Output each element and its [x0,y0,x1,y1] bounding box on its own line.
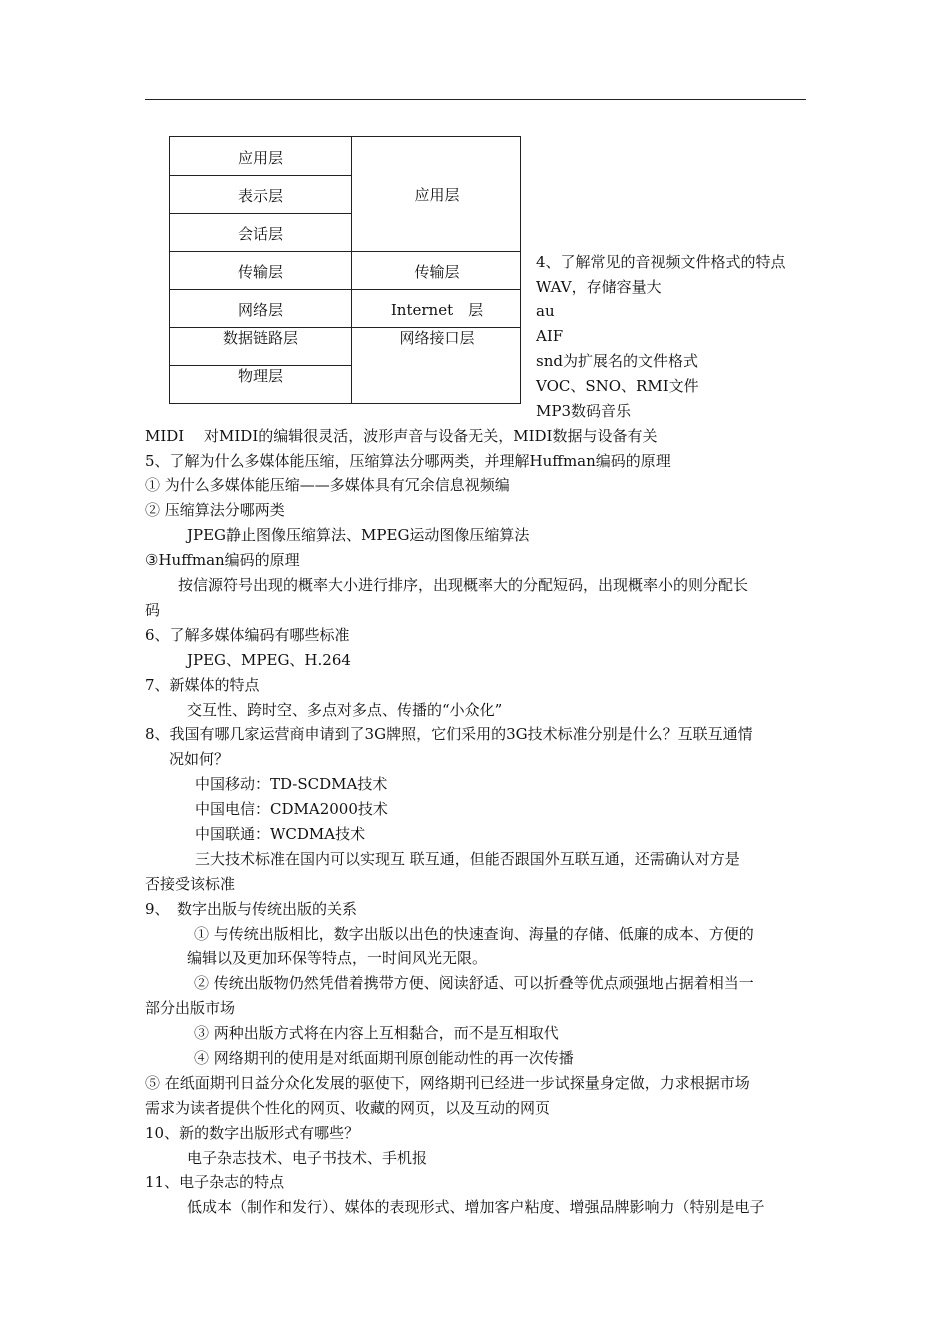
text-line: ① 与传统出版相比，数字出版以出色的快速查询、海量的存储、低廉的成本、方便的 [194,925,754,943]
row-rule [170,213,351,214]
side-text-line: au [536,302,555,320]
text-line: ③Huffman编码的原理 [145,551,300,569]
text-line: 交互性、跨时空、多点对多点、传播的“小众化” [187,701,503,719]
text-line: ③ 两种出版方式将在内容上互相黏合，而不是互相取代 [194,1024,559,1042]
side-text-line: snd为扩展名的文件格式 [536,352,698,370]
osi-layer: 表示层 [237,187,283,205]
osi-layer: 传输层 [237,263,283,281]
text-line: 中国联通：WCDMA技术 [195,825,366,843]
osi-layer: 应用层 [237,149,283,167]
text-line: 9、 数字出版与传统出版的关系 [145,900,358,918]
text-line: 编辑以及更加环保等特点，一时间风光无限。 [187,949,488,967]
network-layer-table [169,136,521,404]
osi-layer: 网络层 [237,301,283,319]
tcpip-layer: 传输层 [414,263,460,281]
text-line: 11、电子杂志的特点 [145,1173,285,1191]
text-line: 6、了解多媒体编码有哪些标准 [145,626,350,644]
tcpip-layer: Internet 层 [390,301,484,319]
side-text-line: 4、了解常见的音视频文件格式的特点 [536,253,786,271]
text-line: ④ 网络期刊的使用是对纸面期刊原创能动性的再一次传播 [194,1049,574,1067]
text-line: 三大技术标准在国内可以实现互 联互通，但能否跟国外互联互通，还需确认对方是 [195,850,740,868]
row-rule [170,251,520,252]
osi-layer: 数据链路层 [222,329,298,347]
side-text-line: WAV，存储容量大 [536,278,662,296]
text-line: 低成本（制作和发行）、媒体的表现形式、增加客户粘度、增强品牌影响力（特别是电子 [187,1198,765,1216]
text-line: JPEG静止图像压缩算法、MPEG运动图像压缩算法 [187,526,530,544]
text-line: 按信源符号出现的概率大小进行排序，出现概率大的分配短码，出现概率小的则分配长 [178,576,749,594]
text-line: 7、新媒体的特点 [145,676,260,694]
text-line: ⑤ 在纸面期刊日益分众化发展的驱使下，网络期刊已经进一步试探量身定做，力求根据市场 [145,1074,750,1092]
text-line: 否接受该标准 [145,875,236,893]
text-line: MIDI 对MIDI的编辑很灵活，波形声音与设备无关，MIDI数据与设备有关 [145,427,658,445]
tcpip-layer: 应用层 [414,186,460,204]
text-line: ② 压缩算法分哪两类 [145,501,285,519]
text-line: 部分出版市场 [145,999,236,1017]
text-line: 5、了解为什么多媒体能压缩，压缩算法分哪两类，并理解Huffman编码的原理 [145,452,671,470]
text-line: ② 传统出版物仍然凭借着携带方便、阅读舒适、可以折叠等优点顽强地占据着相当一 [194,974,754,992]
osi-layer: 会话层 [237,225,283,243]
tcpip-layer: 网络接口层 [399,329,475,347]
text-line: 10、新的数字出版形式有哪些？ [145,1124,360,1142]
text-line: 中国电信：CDMA2000技术 [195,800,388,818]
text-line: JPEG、MPEG、H.264 [187,651,351,669]
row-rule [170,175,351,176]
text-line: 电子杂志技术、电子书技术、手机报 [187,1149,428,1167]
text-line: 8、我国有哪几家运营商申请到了3G牌照，它们采用的3G技术标准分别是什么？互联互通情 [145,725,753,743]
text-line: 中国移动：TD-SCDMA技术 [195,775,388,793]
header-rule [145,99,806,100]
row-rule [170,289,520,290]
osi-layer: 物理层 [237,367,283,385]
text-line: 需求为读者提供个性化的网页、收藏的网页，以及互动的网页 [145,1099,551,1117]
side-text-line: MP3数码音乐 [536,402,631,420]
text-line: 况如何？ [169,750,230,768]
text-line: 码 [145,601,161,619]
text-line: ① 为什么多媒体能压缩——多媒体具有冗余信息视频编 [145,476,510,494]
side-text-line: VOC、SNO、RMI文件 [536,377,699,395]
side-text-line: AIF [536,327,564,345]
